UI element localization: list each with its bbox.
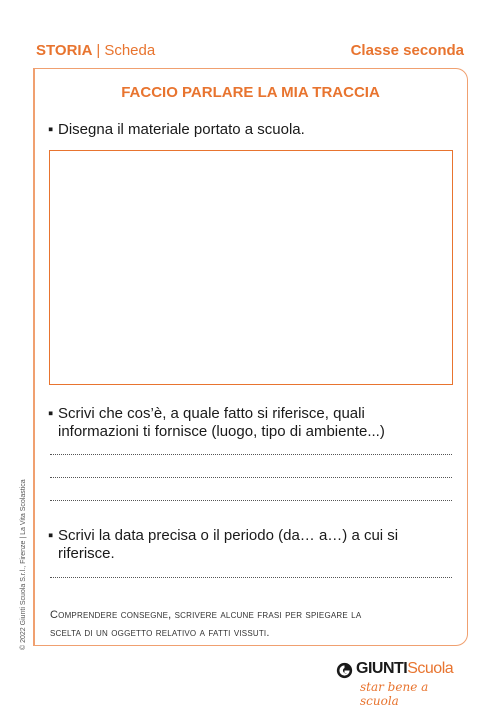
competence-note — [50, 606, 455, 642]
bullet-icon: ▪ — [48, 121, 54, 138]
content-frame-left-edge — [33, 68, 35, 646]
task-date-line1: Scrivi la data precisa o il periodo (da… a…) a cui si — [58, 527, 399, 544]
header-type: Scheda — [104, 42, 156, 59]
giunti-g-icon — [336, 662, 353, 679]
logo-word-scuola: Scuola — [407, 660, 454, 677]
logo-tagline: star bene a scuola — [360, 680, 429, 708]
page-header — [36, 42, 464, 62]
task-describe — [48, 405, 385, 441]
answer-line[interactable] — [50, 454, 452, 455]
answer-line[interactable] — [50, 500, 452, 501]
bullet-icon: ▪ — [48, 405, 54, 422]
giunti-scuola-logo — [336, 660, 466, 708]
copyright-credit: © 2022 Giunti Scuola S.r.l., Firenze | La Vita Scolastica — [20, 479, 27, 650]
competence-line2: scelta di un oggetto relativo a fatti vissuti. — [50, 627, 270, 639]
header-subject-group — [36, 42, 155, 59]
task-draw-text: Disegna il materiale portato a scuola. — [58, 121, 305, 138]
competence-line1: Comprendere consegne, scrivere alcune frasi per spiegare la — [50, 609, 362, 621]
answer-line[interactable] — [50, 577, 452, 578]
header-grade: Classe seconda — [350, 42, 464, 59]
header-subject: STORIA — [36, 42, 93, 59]
task-describe-line1: Scrivi che cos’è, a quale fatto si riferisce, quali — [58, 405, 365, 422]
bullet-icon: ▪ — [48, 527, 54, 544]
logo-wordmark — [356, 660, 453, 678]
task-date — [48, 527, 398, 563]
task-describe-line2: informazioni ti fornisce (luogo, tipo di ambiente...) — [58, 423, 385, 440]
header-separator: | — [96, 42, 101, 59]
task-draw — [48, 121, 305, 139]
task-date-line2: riferisce. — [58, 545, 115, 562]
drawing-area[interactable] — [49, 150, 453, 385]
answer-line[interactable] — [50, 477, 452, 478]
logo-word-giunti: GIUNTI — [356, 660, 408, 677]
worksheet-title: FACCIO PARLARE LA MIA TRACCIA — [121, 84, 380, 101]
